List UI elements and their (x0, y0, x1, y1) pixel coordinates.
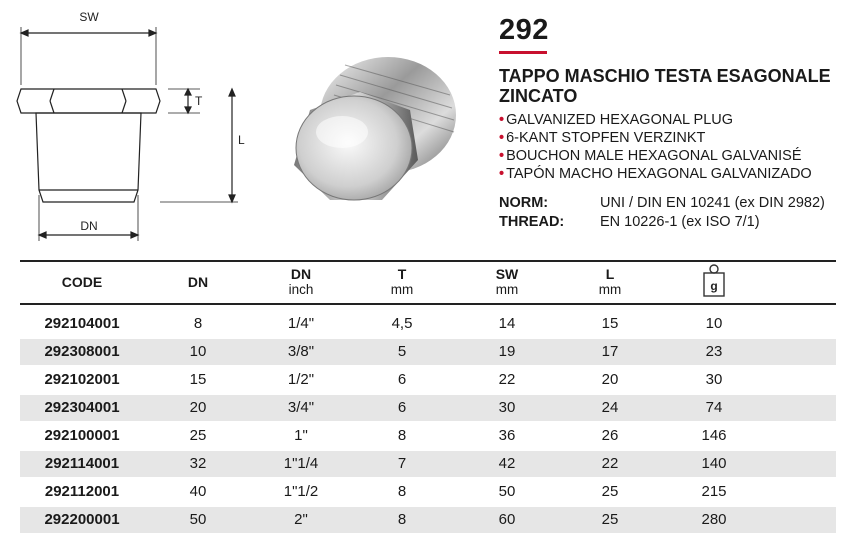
cell-sw: 19 (498, 343, 516, 360)
cell-sw: 14 (498, 315, 516, 332)
cell-t: 8 (397, 427, 407, 444)
cell-l: 25 (601, 483, 619, 500)
column-header-sw (477, 266, 537, 298)
bullet-icon: • (499, 112, 505, 128)
table-row (20, 507, 836, 533)
cell-t: 5 (397, 343, 407, 360)
header-label: DN (187, 274, 209, 290)
cell-dn: 25 (189, 427, 207, 444)
cell-sw: 36 (498, 427, 516, 444)
cell-dn: 15 (189, 371, 207, 388)
norm-value: UNI / DIN EN 10241 (ex DIN 2982) (600, 195, 825, 211)
cell-sw: 42 (498, 455, 516, 472)
cell-l: 22 (601, 455, 619, 472)
cell-t: 7 (397, 455, 407, 472)
cell-code: 292114001 (44, 455, 120, 472)
norm-label: NORM: (499, 195, 549, 211)
cell-dn: 10 (189, 343, 207, 360)
column-header-code (40, 274, 124, 290)
cell-g: 10 (705, 315, 723, 332)
cell-sw: 60 (498, 511, 516, 528)
dn-dimension-label: DN (80, 219, 98, 233)
cell-t: 6 (397, 399, 407, 416)
translation-text: BOUCHON MALE HEXAGONAL GALVANISÉ (506, 148, 802, 164)
cell-g: 140 (701, 455, 727, 472)
translation-french (499, 148, 802, 165)
bullet-icon: • (499, 166, 505, 182)
cell-code: 292102001 (44, 371, 120, 388)
cell-code: 292200001 (44, 511, 120, 528)
cell-dn: 8 (193, 315, 203, 332)
cell-inch: 1/4" (287, 315, 315, 332)
cell-t: 8 (397, 511, 407, 528)
cell-l: 17 (601, 343, 619, 360)
cell-dn: 20 (189, 399, 207, 416)
cell-g: 23 (705, 343, 723, 360)
translation-text: TAPÓN MACHO HEXAGONAL GALVANIZADO (506, 166, 812, 182)
cell-code: 292304001 (44, 399, 120, 416)
cell-l: 26 (601, 427, 619, 444)
cell-g: 280 (701, 511, 727, 528)
cell-inch: 1/2" (287, 371, 315, 388)
cell-t: 4,5 (391, 315, 413, 332)
cell-dn: 32 (189, 455, 207, 472)
product-number: 292 (499, 14, 549, 46)
column-header-t (372, 266, 432, 298)
weight-icon (700, 262, 728, 298)
l-dimension-label: L (238, 133, 245, 147)
cell-t: 6 (397, 371, 407, 388)
cell-sw: 30 (498, 399, 516, 416)
product-title-italian: TAPPO MASCHIO TESTA ESAGONALE ZINCATO (499, 66, 831, 106)
cell-sw: 22 (498, 371, 516, 388)
cell-l: 20 (601, 371, 619, 388)
translation-english (499, 112, 733, 129)
header-unit: mm (390, 282, 414, 297)
table-row (20, 423, 836, 449)
product-photo (270, 40, 470, 235)
cell-code: 292104001 (44, 315, 120, 332)
header-unit: mm (495, 282, 519, 297)
column-header-dn-inch (266, 266, 336, 298)
table-row (20, 479, 836, 505)
cell-dn: 50 (189, 511, 207, 528)
cell-g: 146 (701, 427, 727, 444)
cell-inch: 1"1/2 (283, 483, 319, 500)
cell-code: 292308001 (44, 343, 120, 360)
cell-dn: 40 (189, 483, 207, 500)
header-label: CODE (61, 274, 103, 290)
table-row (20, 339, 836, 365)
cell-l: 15 (601, 315, 619, 332)
translation-text: 6-KANT STOPFEN VERZINKT (506, 130, 706, 146)
cell-g: 30 (705, 371, 723, 388)
sw-dimension-label: SW (79, 10, 99, 24)
translation-text: GALVANIZED HEXAGONAL PLUG (506, 112, 734, 128)
cell-t: 8 (397, 483, 407, 500)
table-row (20, 367, 836, 393)
cell-inch: 3/8" (287, 343, 315, 360)
cell-code: 292112001 (44, 483, 120, 500)
table-row (20, 311, 836, 337)
table-header-rule (20, 303, 836, 305)
table-row (20, 451, 836, 477)
t-dimension-label: T (195, 94, 203, 108)
header-unit: inch (288, 282, 314, 297)
header-label: SW (495, 266, 519, 282)
thread-value: EN 10226-1 (ex ISO 7/1) (600, 214, 760, 230)
cell-inch: 3/4" (287, 399, 315, 416)
cell-inch: 1" (294, 427, 308, 444)
thread-label: THREAD: (499, 214, 565, 230)
cell-sw: 50 (498, 483, 516, 500)
technical-drawing (10, 5, 250, 245)
translation-spanish (499, 166, 812, 183)
table-row (20, 395, 836, 421)
header-label: DN (290, 266, 312, 282)
weight-unit-label: g (710, 279, 718, 293)
header-unit: mm (598, 282, 622, 297)
column-header-l (580, 266, 640, 298)
product-number-underline (499, 51, 547, 54)
header-label: T (397, 266, 407, 282)
bullet-icon: • (499, 130, 505, 146)
cell-l: 25 (601, 511, 619, 528)
cell-g: 215 (701, 483, 727, 500)
bullet-icon: • (499, 148, 505, 164)
cell-g: 74 (705, 399, 723, 416)
cell-code: 292100001 (44, 427, 120, 444)
cell-inch: 2" (294, 511, 308, 528)
column-header-dn (168, 274, 228, 290)
header-label: L (605, 266, 615, 282)
cell-l: 24 (601, 399, 619, 416)
cell-inch: 1"1/4 (283, 455, 319, 472)
translation-german (499, 130, 705, 147)
